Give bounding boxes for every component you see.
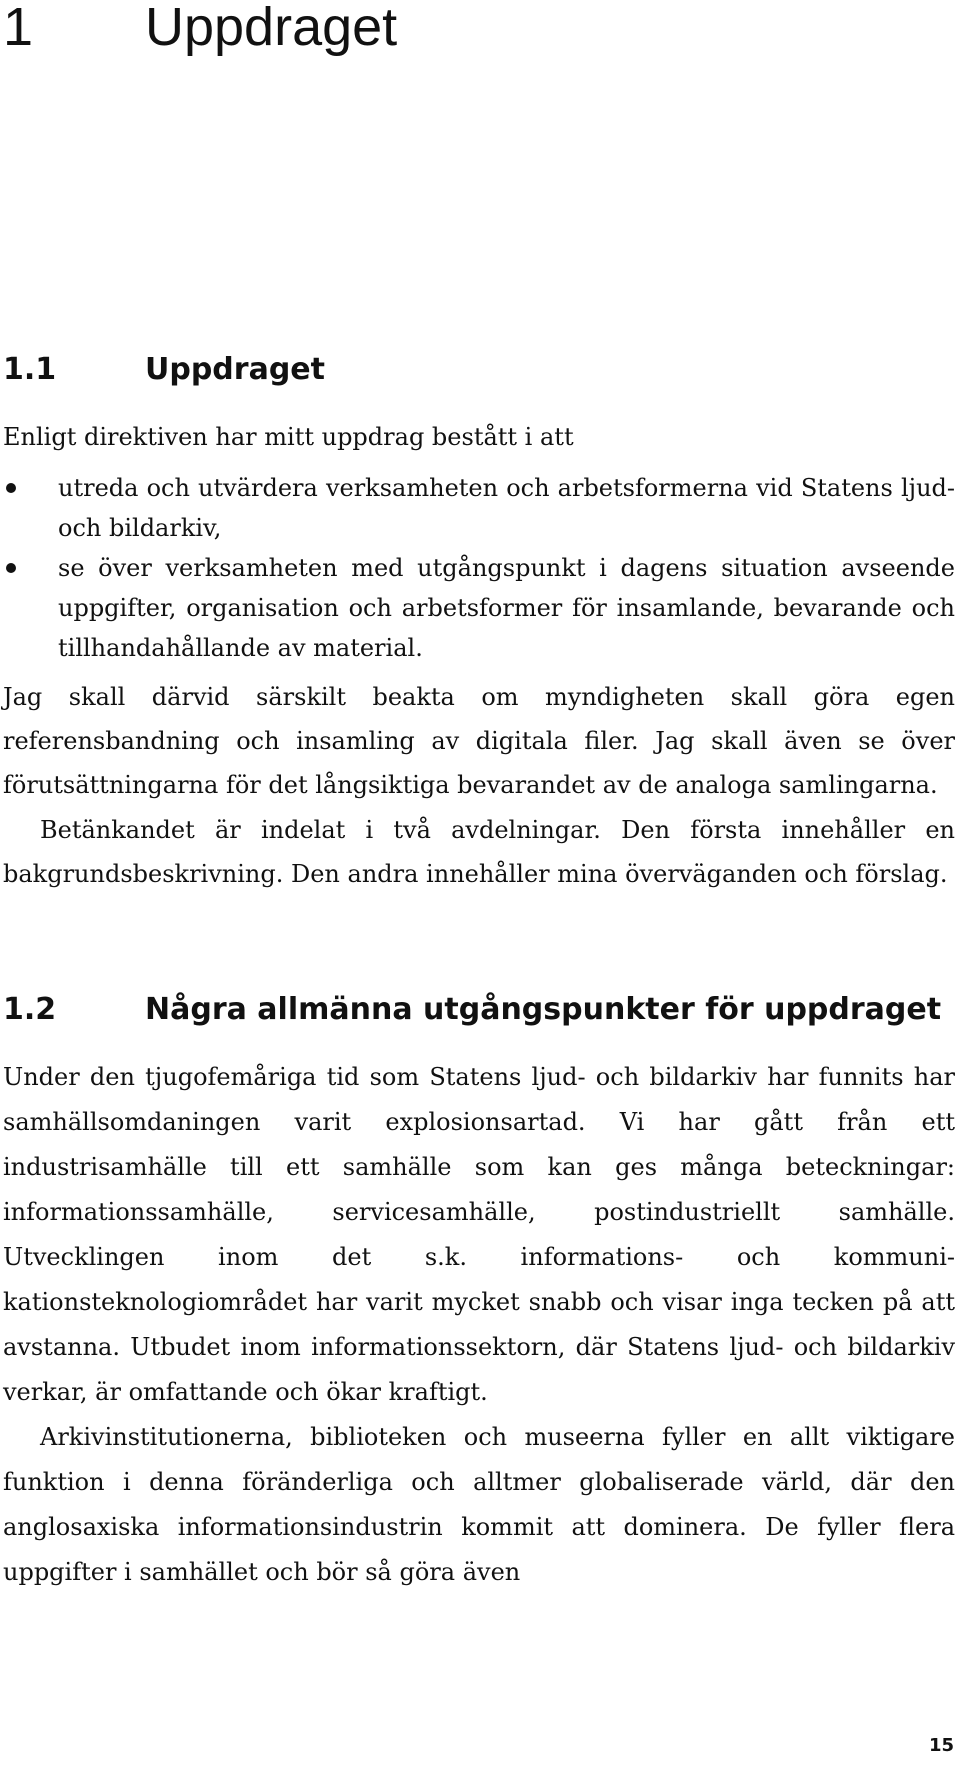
chapter-heading [3,0,397,62]
body-paragraph: Under den tjugofemåriga tid som Statens ljud- och bildarkiv har funnits har samhällsomdaningen varit explosionsartad. Vi har gått från ett industrisamhälle till ett samhälle som kan ges många beteckningar: informationssamhälle, servicesamhälle, postindustriellt samhälle. Utvecklingen inom det s.k. informations- och kommunikationsteknologiområdet har varit mycket snabb och visar inga tecken på att avstanna. Utbudet inom informationssektorn, där Statens ljud- och bildarkiv verkar, är omfattande och ökar kraftigt. [3,1063,955,1406]
section-heading-1-2 [3,990,941,1030]
section-number: 1.1 [3,352,57,387]
chapter-number: 1 [3,0,34,57]
chapter-title: Uppdraget [145,0,398,57]
list-item-text: se över verksamheten med utgångspunkt i dagens situation avseende uppgifter, organisation och arbetsformer för insamlande, bevarande och tillhandahållande av material. [58,554,955,662]
section-title: Uppdraget [145,352,325,387]
section-title: Några allmänna utgångspunkter för uppdraget [145,992,942,1027]
section-heading-1-1 [3,350,325,390]
list-item-text: utreda och utvärdera verksamheten och arbetsformerna vid Statens ljud- och bildarkiv, [58,474,955,542]
list-item [3,468,955,548]
page-number: 15 [928,1735,954,1756]
bullet-list [3,468,955,668]
intro-paragraph: Enligt direktiven har mitt uppdrag bestått i att [3,423,574,451]
bullet-icon [6,483,16,493]
section-number: 1.2 [3,992,57,1027]
body-paragraph: Betänkandet är indelat i två avdelningar. Den första innehåller en bakgrundsbeskrivning. Den andra innehåller mina överväganden och förslag. [3,816,955,888]
list-item [3,548,955,668]
body-paragraph: Arkivinstitutionerna, biblioteken och museerna fyller en allt viktigare funktion i denna föränderliga och alltmer globaliserade värld, där den anglosaxiska informationsindustrin kommit att dominera. De fyller flera uppgifter i samhället och bör så göra även [3,1423,955,1586]
bullet-icon [6,563,16,573]
body-paragraph: Jag skall därvid särskilt beakta om myndigheten skall göra egen referensbandning och insamling av digitala filer. Jag skall även se över förutsättningarna för det långsiktiga bevarandet av de analoga samlingarna. [3,683,955,799]
